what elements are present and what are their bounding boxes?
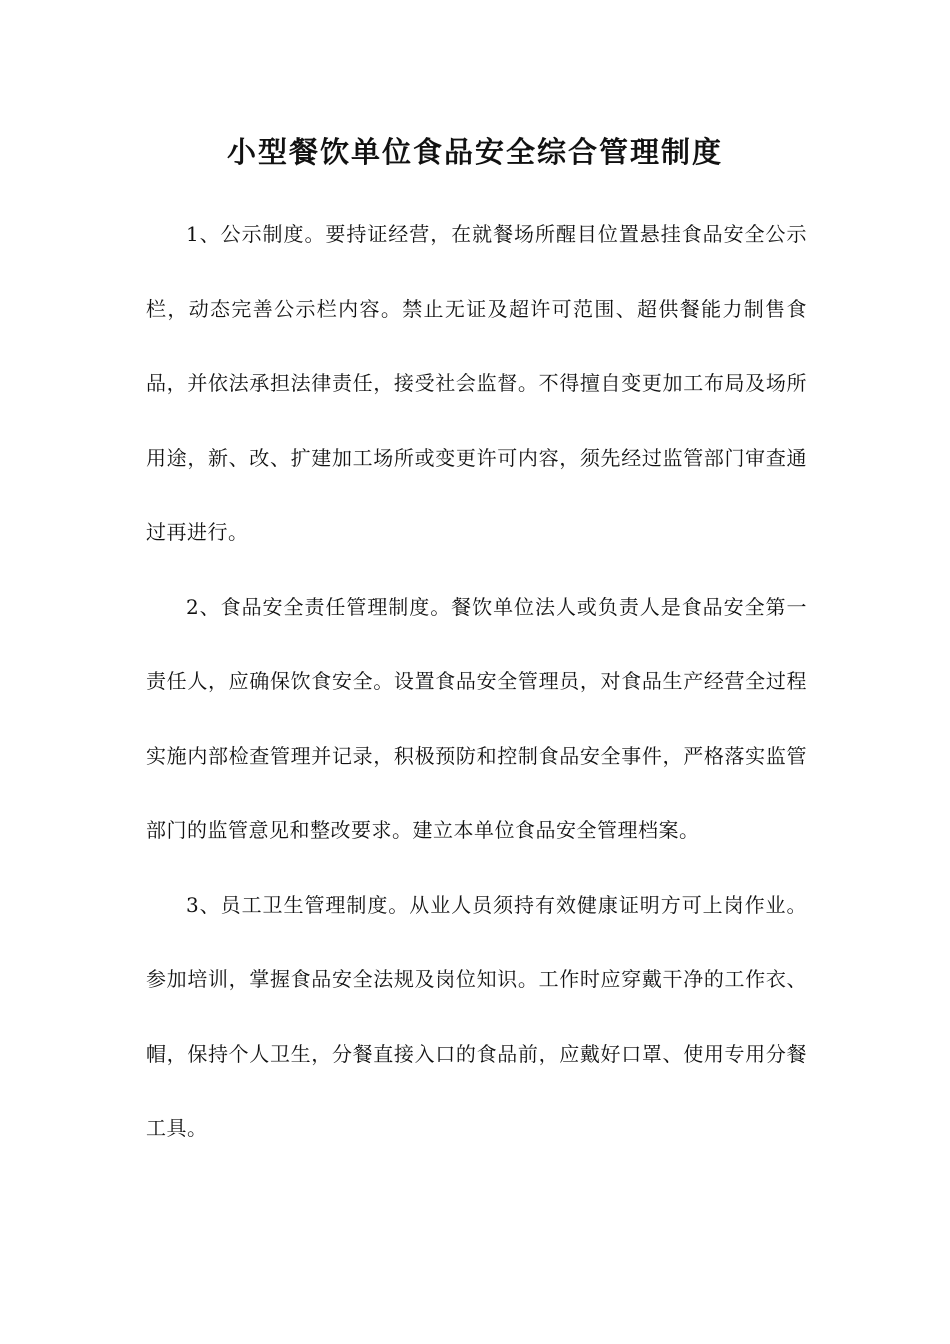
document-body — [146, 197, 807, 1166]
paragraph-responsibility-system: 2、食品安全责任管理制度。餐饮单位法人或负责人是食品安全第一责任人，应确保饮食安全。设置食品安全管理员，对食品生产经营全过程实施内部检查管理并记录，积极预防和控制食品安全事件，严格落实监管部门的监管意见和整改要求。建立本单位食品安全管理档案。 — [146, 594, 807, 842]
paragraph-staff-hygiene-system: 3、员工卫生管理制度。从业人员须持有效健康证明方可上岗作业。参加培训，掌握食品安全法规及岗位知识。工作时应穿戴干净的工作衣、帽，保持个人卫生，分餐直接入口的食品前，应戴好口罩、使用专用分餐工具。 — [146, 892, 807, 1140]
paragraph-publicity-system: 1、公示制度。要持证经营，在就餐场所醒目位置悬挂食品安全公示栏，动态完善公示栏内容。禁止无证及超许可范围、超供餐能力制售食品，并依法承担法律责任，接受社会监督。不得擅自变更加工布局及场所用途，新、改、扩建加工场所或变更许可内容，须先经过监管部门审查通过再进行。 — [146, 222, 807, 544]
document-title: 小型餐饮单位食品安全综合管理制度 — [226, 135, 723, 169]
